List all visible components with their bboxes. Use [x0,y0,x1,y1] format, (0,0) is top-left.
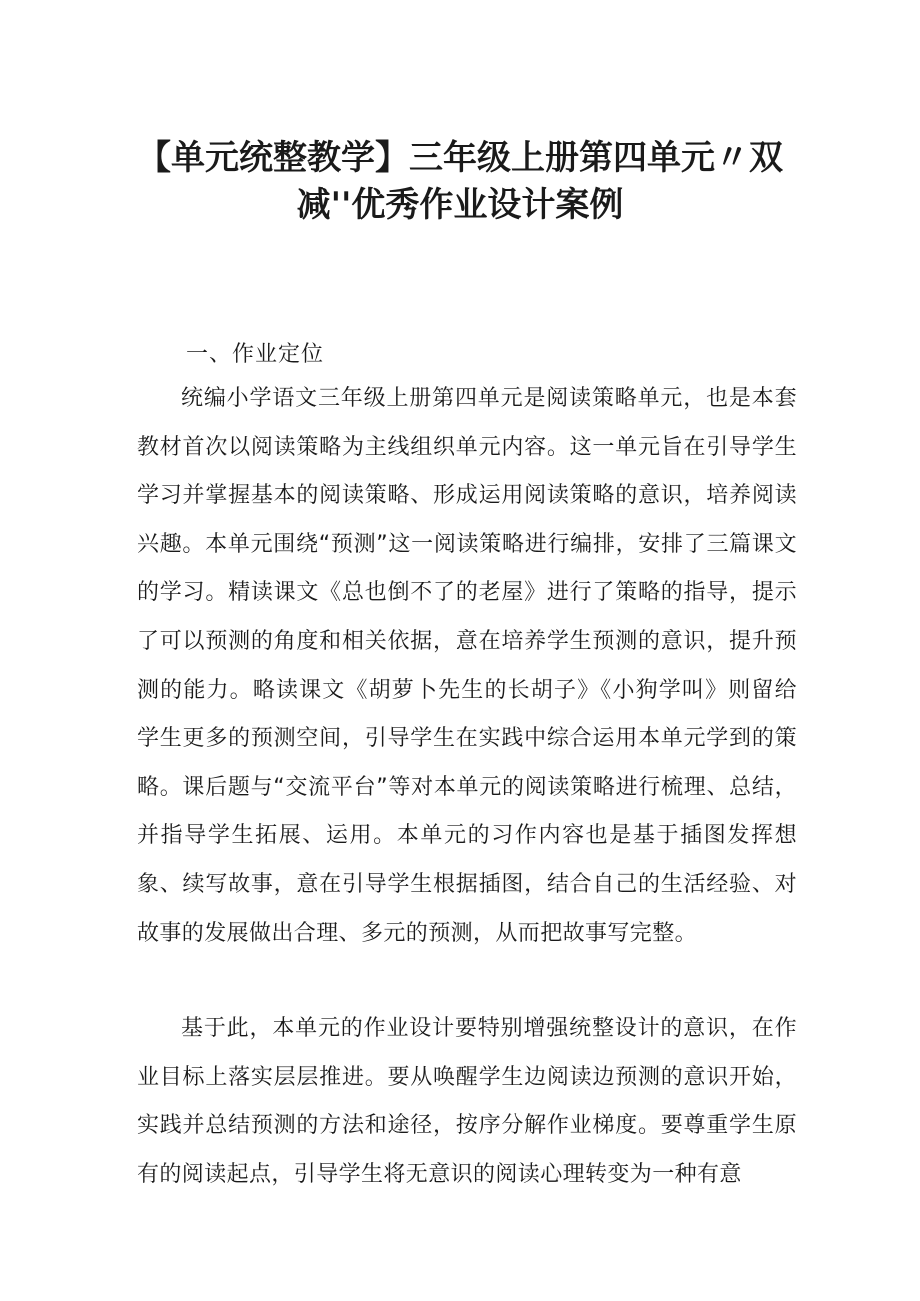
paragraph-2: 基于此，本单元的作业设计要特别增强统整设计的意识，在作业目标上落实层层推进。要从唤醒学生边阅读边预测的意识开始，实践并总结预测的方法和途径，按序分解作业梯度。要尊重学生原有的阅读起点，引导学生将无意识的阅读心理转变为一种有意 [137,1016,797,1187]
document-title-line-2: 减''优秀作业设计案例 [296,185,624,225]
section-heading: 一、作业定位 [186,342,325,367]
paragraph-1: 统编小学语文三年级上册第四单元是阅读策略单元，也是本套教材首次以阅读策略为主线组织单元内容。这一单元旨在引导学生学习并掌握基本的阅读策略、形成运用阅读策略的意识，培养阅读兴趣。本单元围绕“预测”这一阅读策略进行编排，安排了三篇课文的学习。精读课文《总也倒不了的老屋》进行了策略的指导，提示了可以预测的角度和相关依据，意在培养学生预测的意识，提升预测的能力。略读课文《胡萝卜先生的长胡子》《小狗学叫》则留给学生更多的预测空间，引导学生在实践中综合运用本单元学到的策略。课后题与“交流平台”等对本单元的阅读策略进行梳理、总结，并指导学生拓展、运用。本单元的习作内容也是基于插图发挥想象、续写故事，意在引导学生根据插图，结合自己的生活经验、对故事的发展做出合理、多元的预测，从而把故事写完整。 [137,386,797,946]
document-title-line-1: 【单元统整教学】三年级上册第四单元〃双 [137,138,783,178]
body-text-block-2 [137,1005,797,1199]
body-text-block-1 [137,375,797,958]
